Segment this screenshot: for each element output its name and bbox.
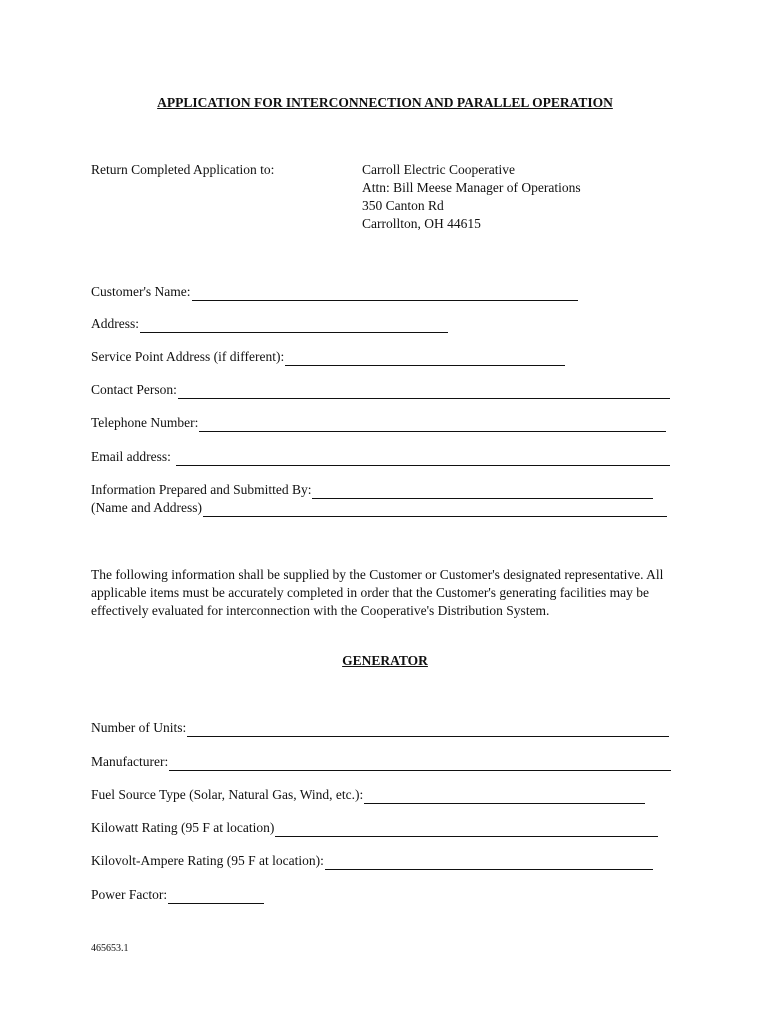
instructions-paragraph: The following information shall be supplied by the Customer or Customer's designated representative. All applicable items must be accurately completed in order that the Customer's generating facilities may be effectively evaluated for interconnection with the Cooperative's Distribution System.	[91, 567, 664, 618]
address-row	[91, 315, 448, 333]
telephone-row	[91, 414, 666, 432]
units-row	[91, 719, 669, 737]
pf-label: Power Factor:	[91, 887, 168, 902]
customer-name-label: Customer's Name:	[91, 284, 191, 299]
return-line-1: Carroll Electric Cooperative	[362, 162, 515, 177]
manufacturer-row	[91, 753, 671, 771]
contact-row	[91, 381, 670, 399]
email-field[interactable]	[176, 451, 670, 466]
email-label: Email address:	[91, 449, 171, 464]
prepared-by-label: Information Prepared and Submitted By:	[91, 482, 312, 497]
name-address-field[interactable]	[203, 502, 667, 517]
document-id: 465653.1	[91, 943, 129, 954]
page-title: APPLICATION FOR INTERCONNECTION AND PARALLEL OPERATION	[157, 95, 613, 110]
customer-name-row	[91, 283, 578, 301]
kw-row	[91, 819, 658, 837]
name-address-label: (Name and Address)	[91, 500, 202, 515]
generator-heading: GENERATOR	[342, 653, 428, 668]
address-field[interactable]	[140, 318, 448, 333]
pf-row	[91, 886, 264, 904]
address-label: Address:	[91, 316, 139, 331]
contact-label: Contact Person:	[91, 382, 177, 397]
service-point-label: Service Point Address (if different):	[91, 349, 285, 364]
telephone-field[interactable]	[199, 417, 666, 432]
return-line-3: 350 Canton Rd	[362, 198, 444, 213]
prepared-by-row	[91, 481, 653, 499]
service-point-row	[91, 348, 565, 366]
customer-name-field[interactable]	[192, 286, 578, 301]
kw-label: Kilowatt Rating (95 F at location)	[91, 820, 275, 835]
fuel-row	[91, 786, 645, 804]
contact-field[interactable]	[178, 384, 670, 399]
kw-field[interactable]	[275, 822, 658, 837]
fuel-field[interactable]	[364, 789, 645, 804]
units-label: Number of Units:	[91, 720, 187, 735]
fuel-label: Fuel Source Type (Solar, Natural Gas, Wind, etc.):	[91, 787, 364, 802]
prepared-by-field[interactable]	[312, 484, 653, 499]
manufacturer-field[interactable]	[169, 756, 671, 771]
manufacturer-label: Manufacturer:	[91, 754, 169, 769]
return-line-4: Carrollton, OH 44615	[362, 216, 481, 231]
telephone-label: Telephone Number:	[91, 415, 199, 430]
service-point-field[interactable]	[285, 351, 565, 366]
pf-field[interactable]	[168, 889, 264, 904]
name-address-row	[91, 499, 667, 517]
return-label: Return Completed Application to:	[91, 162, 275, 177]
return-line-2: Attn: Bill Meese Manager of Operations	[362, 180, 581, 195]
kva-field[interactable]	[325, 855, 653, 870]
email-row	[91, 448, 670, 466]
kva-label: Kilovolt-Ampere Rating (95 F at location):	[91, 853, 324, 868]
kva-row	[91, 852, 653, 870]
units-field[interactable]	[187, 722, 669, 737]
